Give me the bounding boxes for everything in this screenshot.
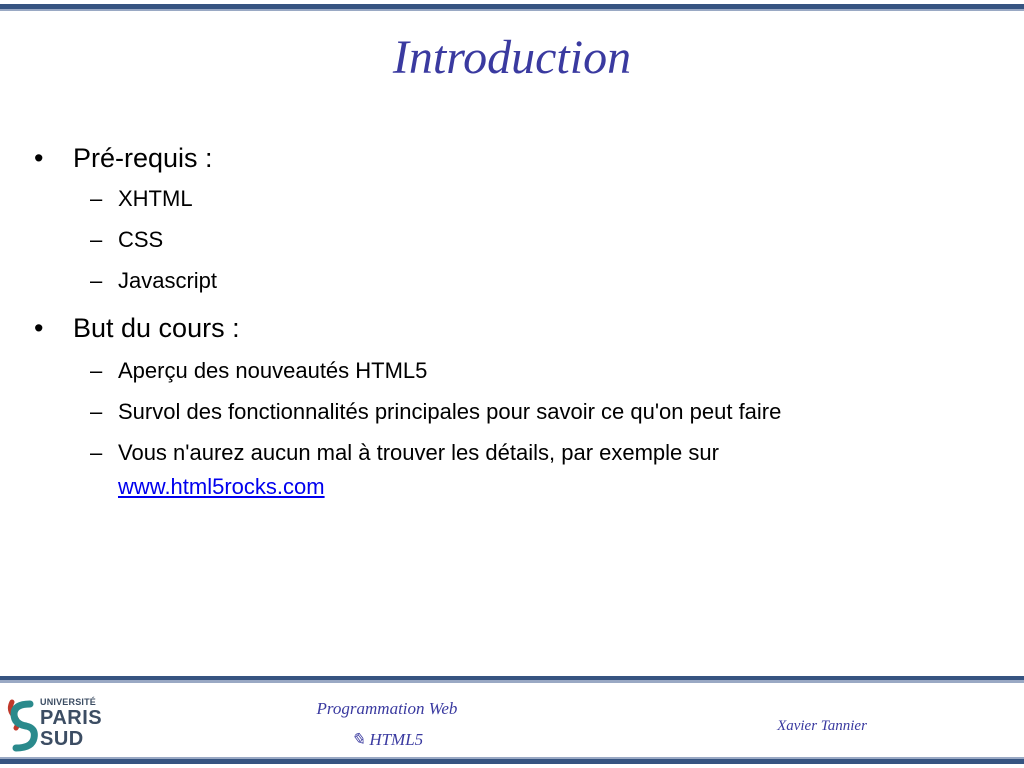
university-logo — [6, 696, 108, 752]
footer-bar-light-stripe — [0, 680, 1024, 683]
slide-title: Introduction — [392, 31, 632, 84]
top-bar-light-stripe — [0, 9, 1024, 11]
dash-icon: – — [90, 268, 103, 293]
bottom-bar-dark-stripe — [0, 759, 1024, 764]
footer-author: Xavier Tannier — [777, 718, 867, 734]
sub-bullet-label: XHTML — [118, 186, 193, 211]
pencil-icon: ✎ — [350, 730, 366, 749]
dash-icon: – — [90, 358, 103, 383]
footer-decorative-bar — [0, 674, 1024, 686]
footer-course-title: Programmation Web — [316, 699, 458, 718]
dash-icon: – — [90, 227, 103, 252]
dash-icon: – — [90, 440, 103, 465]
sub-bullet-label: Aperçu des nouveautés HTML5 — [118, 358, 428, 383]
sub-bullet-label: CSS — [118, 227, 164, 252]
bullet-label: Pré-requis : — [73, 143, 213, 173]
footer-subtitle — [260, 730, 514, 750]
logo-line-universite: UNIVERSITÉ — [40, 697, 97, 707]
sub-bullet-label: Vous n'aurez aucun mal à trouver les détails, par exemple sur — [118, 440, 719, 465]
bullet-dot-icon: • — [34, 143, 44, 173]
top-decorative-bar — [0, 0, 1024, 11]
dash-icon: – — [90, 399, 103, 424]
paris-sud-s-logo-icon — [6, 696, 38, 752]
footer-subtitle-text: HTML5 — [369, 730, 424, 749]
logo-line-paris: PARIS — [40, 707, 103, 729]
logo-line-sud: SUD — [40, 728, 84, 750]
sub-bullet-label: Survol des fonctionnalités principales pour savoir ce qu'on peut faire — [118, 399, 782, 424]
html5rocks-link[interactable]: www.html5rocks.com — [118, 474, 325, 499]
dash-icon: – — [90, 186, 103, 211]
bottom-decorative-bar — [0, 757, 1024, 768]
bullet-label: But du cours : — [73, 313, 240, 343]
bullet-dot-icon: • — [34, 313, 44, 343]
sub-bullet-label: Javascript — [118, 268, 218, 293]
